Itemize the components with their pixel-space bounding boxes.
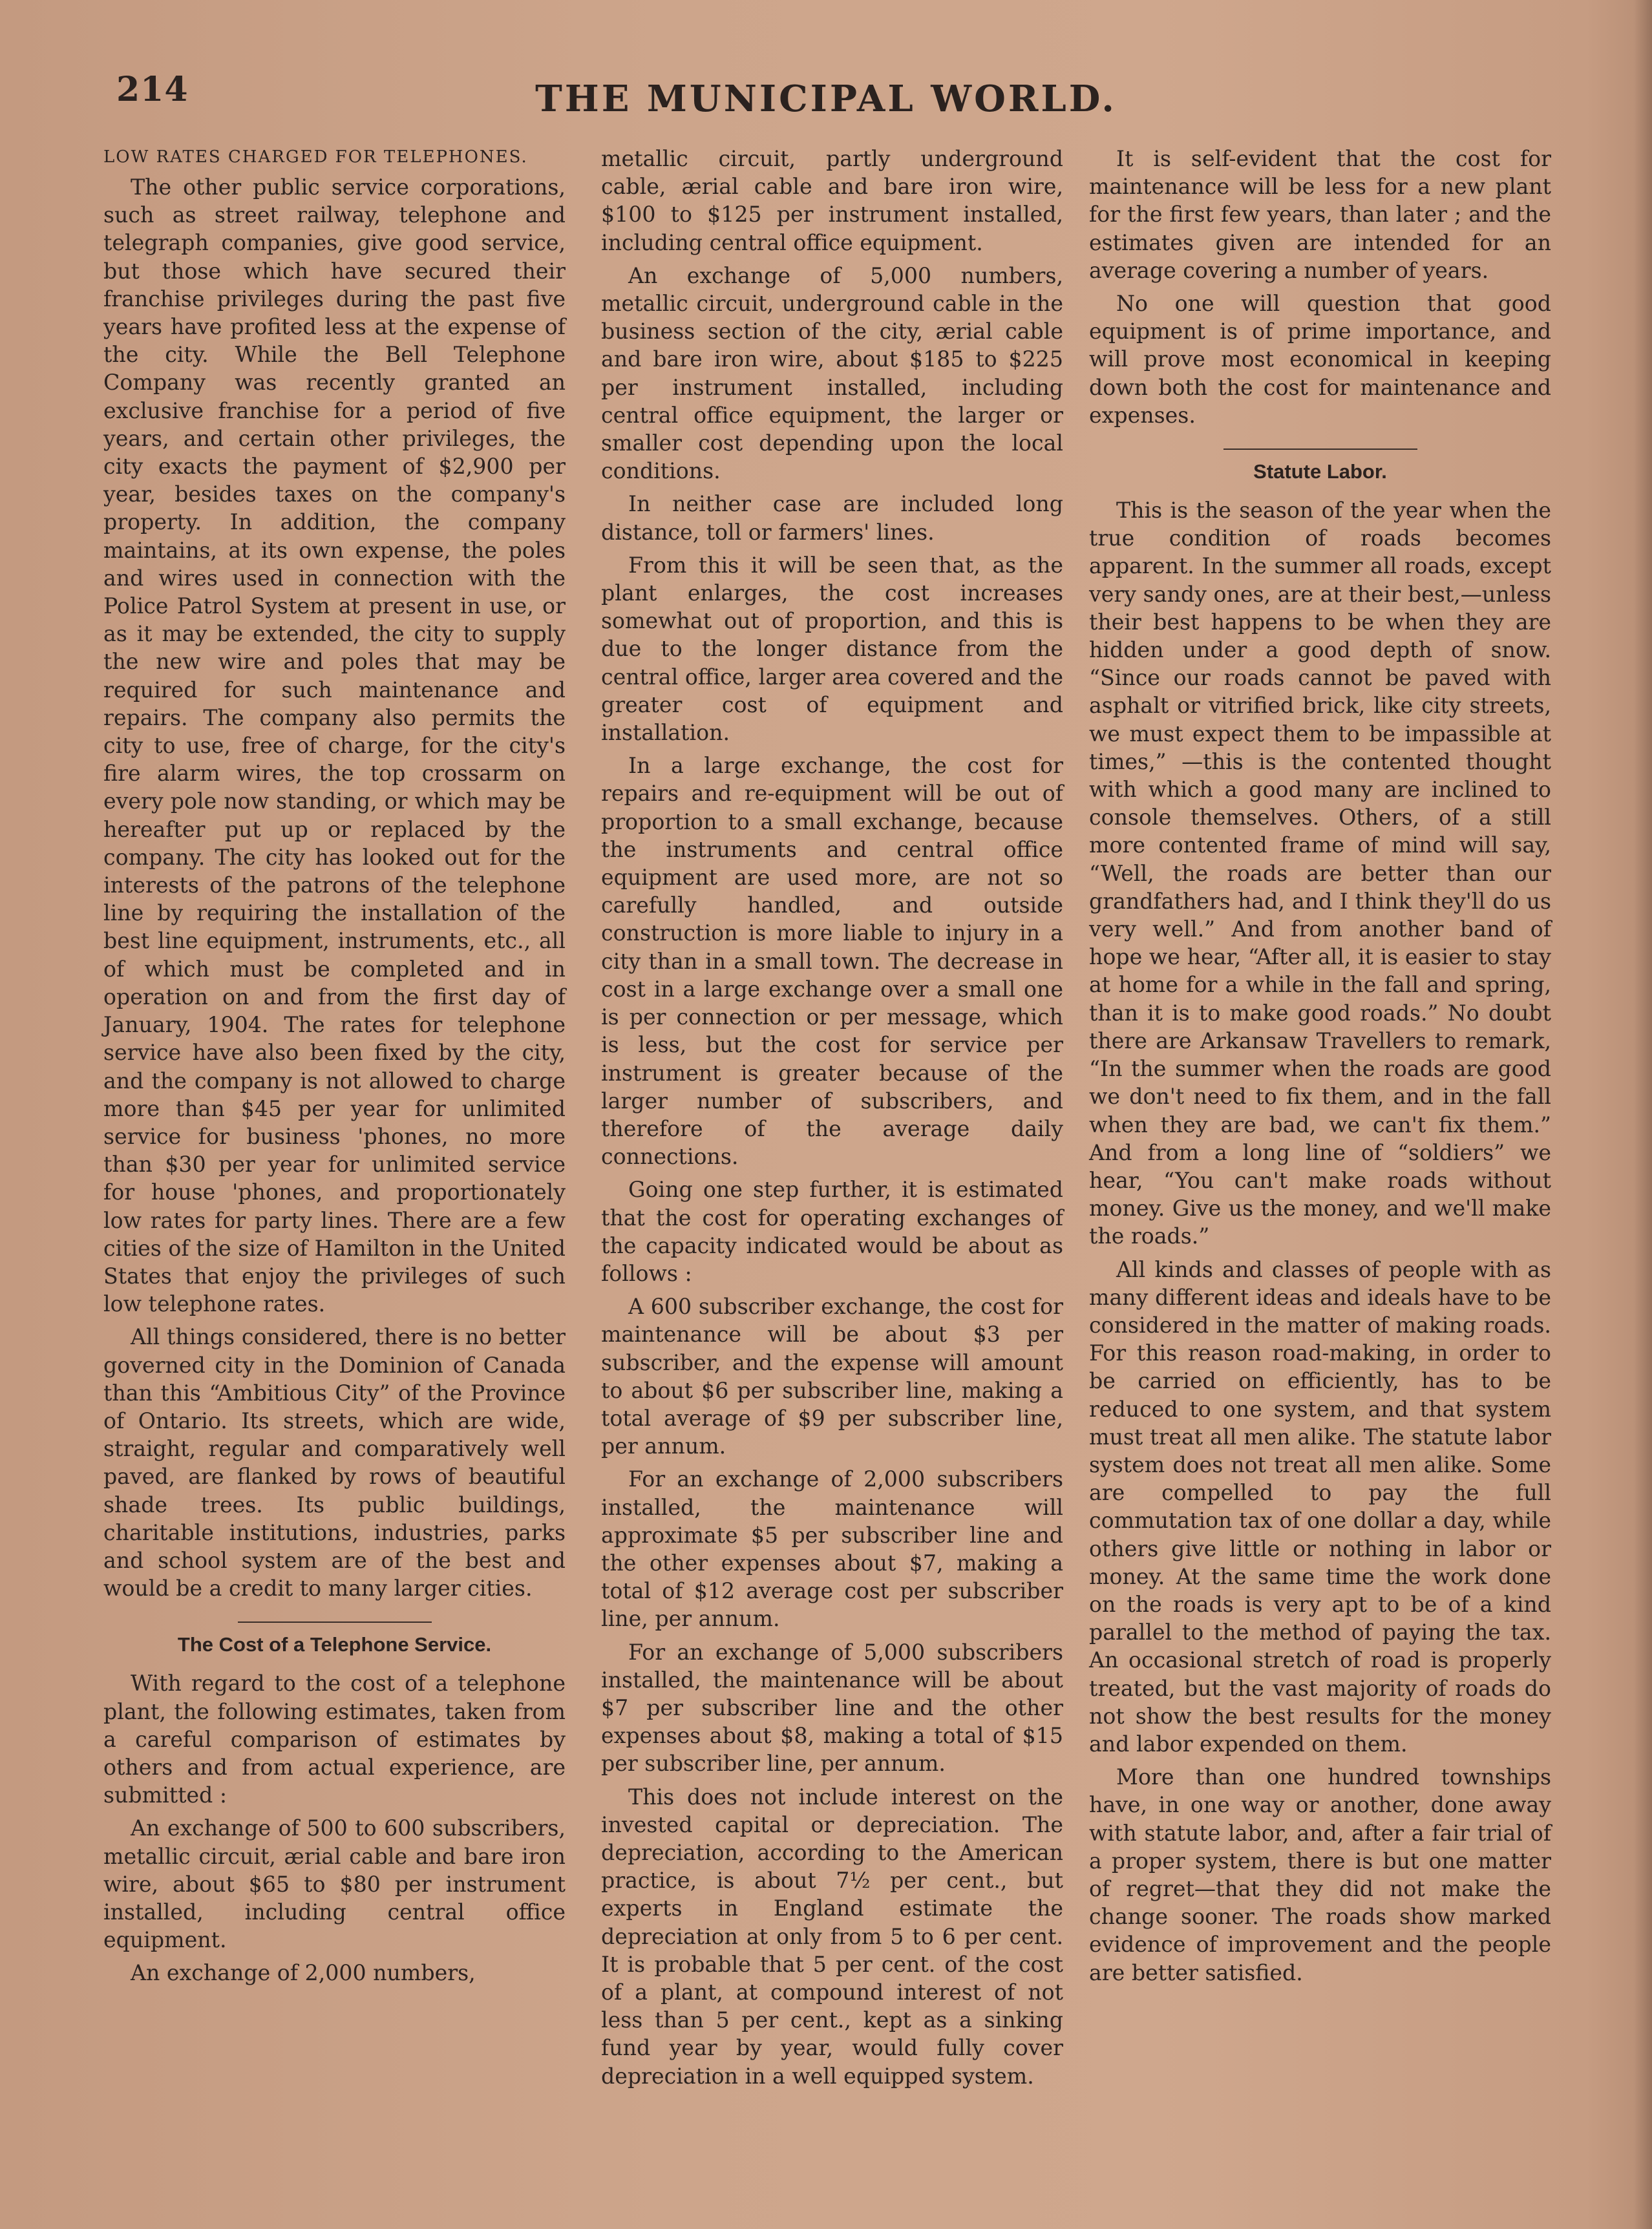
paragraph: More than one hundred townships have, in one way or another, done away with statute labor, and, after a fair trial of a proper system, there is but one matter of regret—that they did not make the change sooner. The roads show marked evidence of improvement and the people are better satisfied. bbox=[1089, 1764, 1551, 1985]
section-divider bbox=[238, 1622, 432, 1623]
paragraph: No one will question that good equipment is of prime importance, and will prove most economical in keeping down both the cost for maintenance and expenses. bbox=[1089, 291, 1551, 428]
paragraph: All kinds and classes of people with as many different ideas and ideals have to be considered in the matter of making roads. For this reason road-making, in order to be carried on efficiently, has to be reduced to one system, and that system must treat all men alike. The statute labor system does not treat all men alike. Some are compelled to pay the full commutation tax of one dollar a day, while others give little or nothing in labor or money. At the same time the work done on the roads is very apt to be of a kind parallel to the method of paying the tax. An occasional stretch of road is properly treated, but the vast majority of roads do not show the best results for the money and labor expended on them. bbox=[1089, 1256, 1551, 1757]
column-2 bbox=[601, 145, 1063, 2090]
column-3 bbox=[1089, 145, 1551, 1987]
paragraph: For an exchange of 2,000 subscribers installed, the maintenance will approximate $5 per subscriber line and the other expenses about $7, making a total of $12 average cost per subscriber line, per annum. bbox=[601, 1466, 1063, 1632]
paragraph: For an exchange of 5,000 subscribers installed, the maintenance will be about $7 per subscriber line and the other expenses about $8, making a total of $15 per subscriber line, per annum. bbox=[601, 1639, 1063, 1777]
paragraph: From this it will be seen that, as the plant enlarges, the cost increases somewhat out of proportion, and this is due to the longer distance from the central office, larger area covered and the greater cost of equipment and installation. bbox=[601, 552, 1063, 746]
paragraph: metallic circuit, partly underground cable, ærial cable and bare iron wire, $100 to $125 per instrument installed, including central office equipment. bbox=[601, 146, 1063, 255]
paragraph: This does not include interest on the invested capital or depreciation. The depreciation, according to the American practice, is about 7½ per cent., but experts in England estimate the depreciation at only from 5 to 6 per cent. It is probable that 5 per cent. of the cost of a plant, at compound interest of not less than 5 per cent., kept as a sinking fund year by year, would fully cover depreciation in a well equipped system. bbox=[601, 1784, 1063, 2089]
section-heading: The Cost of a Telephone Service. bbox=[177, 1633, 492, 1656]
section-divider bbox=[1223, 449, 1417, 450]
article-subheading: LOW RATES CHARGED FOR TELEPHONES. bbox=[103, 147, 528, 167]
paragraph: An exchange of 2,000 numbers, bbox=[131, 1960, 476, 1986]
paragraph: Going one step further, it is estimated that the cost for operating exchanges of the capacity indicated would be about as follows : bbox=[601, 1177, 1063, 1286]
journal-title: THE MUNICIPAL WORLD. bbox=[535, 78, 1117, 120]
paragraph: In a large exchange, the cost for repairs and re-equipment will be out of proportion to a small exchange, because the instruments and central office equipment are used more, are not so carefully handled, and outside construction is more liable to injury in a city than in a small town. The decrease in cost in a large exchange over a small one is per connection or per message, which is less, but the cost for service per instrument is greater because of the larger number of subscribers, and therefore of the average daily connections. bbox=[601, 753, 1063, 1170]
paragraph: With regard to the cost of a telephone plant, the following estimates, taken from a careful comparison of estimates by others and from actual experience, are submitted : bbox=[103, 1671, 566, 1808]
paragraph: It is self-evident that the cost for maintenance will be less for a new plant for the first few years, than later ; and the estimates given are intended for an average covering a number of years. bbox=[1089, 146, 1551, 283]
paragraph: A 600 subscriber exchange, the cost for maintenance will be about $3 per subscriber, and the expense will amount to about $6 per subscriber line, making a total average of $9 per subscriber line, per annum. bbox=[601, 1294, 1063, 1459]
paragraph: All things considered, there is no better governed city in the Dominion of Canada than this “Ambitious City” of the Province of Ontario. Its streets, which are wide, straight, regular and comparatively well paved, are flanked by rows of beautiful shade trees. Its public buildings, charitable institutions, industries, parks and school system are of the best and would be a credit to many larger cities. bbox=[103, 1324, 566, 1601]
paragraph: The other public service corporations, such as street railway, telephone and telegraph companies, give good service, but those which have secured their franchise privileges during the past five years have profited less at the expense of the city. While the Bell Telephone Company was recently granted an exclusive franchise for a period of five years, and certain other privileges, the city exacts the payment of $2,900 per year, besides taxes on the company's property. In addition, the company maintains, at its own expense, the poles and wires used in connection with the Police Patrol System at present in use, or as it may be extended, the city to supply the new wire and poles that may be required for such maintenance and repairs. The company also permits the city to use, free of charge, for the city's fire alarm wires, the top crossarm on every pole now standing, or which may be hereafter put up or replaced by the company. The city has looked out for the interests of the patrons of the telephone line by requiring the installation of the best line equipment, instruments, etc., all of which must be completed and in operation on and from the first day of January, 1904. The rates for telephone service have also been fixed by the city, and the company is not allowed to charge more than $45 per year for unlimited service for business 'phones, no more than $30 per year for unlimited service for house 'phones, and proportionately low rates for party lines. There are a few cities of the size of Hamilton in the United States that enjoy the privileges of such low telephone rates. bbox=[103, 174, 566, 1317]
section-heading: Statute Labor. bbox=[1253, 460, 1387, 483]
column-1 bbox=[103, 145, 566, 1987]
paragraph: This is the season of the year when the true condition of roads becomes apparent. In the summer all roads, except very sandy ones, are at their best,—unless their best happens to be when they are hidden under a good depth of snow. “Since our roads cannot be paved with asphalt or vitrified brick, like city streets, we must expect them to be impassible at times,” —this is the contented thought with which a good many are inclined to console themselves. Others, of a still more contented frame of mind will say, “Well, the roads are better than our grandfathers had, and I think they'll do us very well.” And from another band of hope we hear, “After all, it is easier to stay at home for a while in the fall and spring, than it is to make good roads.” No doubt there are Arkansaw Travellers to remark, “In the summer when the roads are good we don't need to fix them, and in the fall when they are bad, we can't fix them.” And from a long line of “soldiers” we hear, “You can't make roads without money. Give us the money, and we'll make the roads.” bbox=[1089, 498, 1551, 1249]
page-edge-shadow bbox=[1634, 0, 1652, 2229]
paragraph: An exchange of 500 to 600 subscribers, metallic circuit, ærial cable and bare iron wire, about $65 to $80 per instrument installed, including central office equipment. bbox=[103, 1815, 566, 1953]
paragraph: An exchange of 5,000 numbers, metallic circuit, underground cable in the business section of the city, ærial cable and bare iron wire, about $185 to $225 per instrument installed, including central office equipment, the larger or smaller cost depending upon the local conditions. bbox=[601, 262, 1063, 484]
paragraph: In neither case are included long distance, toll or farmers' lines. bbox=[601, 491, 1063, 545]
page-number: 214 bbox=[116, 70, 189, 109]
